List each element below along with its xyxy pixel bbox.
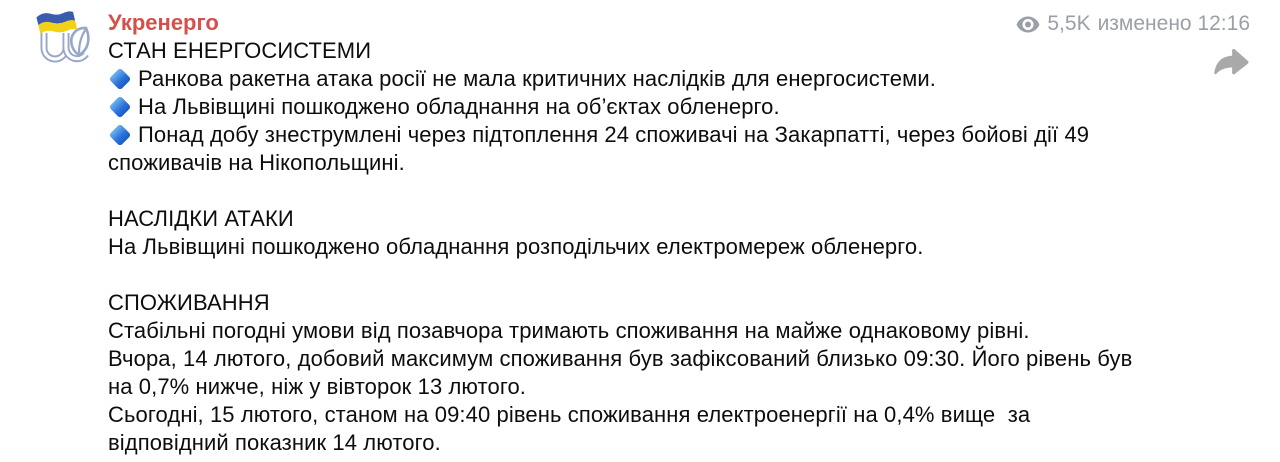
- message-line: [108, 289, 1208, 317]
- message-line: [108, 429, 1208, 457]
- message-text: Стабільні погодні умови від позавчора тримають споживання на майже однаковому рівні.: [108, 318, 1030, 343]
- blank-line: [108, 261, 1208, 289]
- message-line: [108, 233, 1208, 261]
- message-text: СТАН ЕНЕРГОСИСТЕМИ: [108, 38, 372, 63]
- views-count: 5,5K: [1047, 12, 1091, 35]
- message-line: [108, 121, 1208, 149]
- blank-line: [108, 177, 1208, 205]
- channel-name[interactable]: Укренерго: [108, 10, 219, 35]
- message-line: [108, 205, 1208, 233]
- message-text: Вчора, 14 лютого, добовий максимум споживання був зафіксований близько 09:30. Його рівень був: [108, 346, 1133, 371]
- message-line: [108, 65, 1208, 93]
- message-text: Понад добу знеструмлені через підтоплення 24 споживачі на Закарпатті, через бойові дії 49: [138, 122, 1090, 147]
- blue-diamond-icon: [109, 96, 132, 119]
- share-arrow-icon: [1212, 46, 1250, 80]
- ukraine-flag-icon: [36, 10, 77, 36]
- channel-avatar[interactable]: [30, 6, 94, 72]
- blue-diamond-icon: [109, 68, 132, 91]
- message-line: [108, 345, 1208, 373]
- message-text: Сьогодні, 15 лютого, станом на 09:40 рівень споживання електроенергії на 0,4% вище за: [108, 402, 1031, 427]
- ukrenergo-logo-icon: [30, 6, 94, 72]
- message-text: споживачів на Нікопольщині.: [108, 150, 405, 175]
- message-line: [108, 317, 1208, 345]
- message-line: [108, 93, 1208, 121]
- share-button[interactable]: [1212, 46, 1250, 80]
- message-text: відповідний показник 14 лютого.: [108, 430, 441, 455]
- message-line: [108, 373, 1208, 401]
- message-text: На Львівщині пошкоджено обладнання на об’єктах обленерго.: [138, 94, 780, 119]
- blue-diamond-icon: [109, 124, 132, 147]
- message-text: НАСЛІДКИ АТАКИ: [108, 206, 294, 231]
- message-body: [108, 37, 1208, 457]
- edited-time: изменено 12:16: [1097, 12, 1250, 35]
- message-text: СПОЖИВАННЯ: [108, 290, 270, 315]
- message-text: на 0,7% нижче, ніж у вівторок 13 лютого.: [108, 374, 527, 399]
- message-line: [108, 401, 1208, 429]
- message-line: [108, 37, 1208, 65]
- message-bubble: [108, 8, 1208, 457]
- message-text: На Львівщині пошкоджено обладнання розподільчих електромереж обленерго.: [108, 234, 924, 259]
- message-line: [108, 149, 1208, 177]
- message-text: Ранкова ракетна атака росії не мала критичних наслідків для енергосистеми.: [138, 66, 936, 91]
